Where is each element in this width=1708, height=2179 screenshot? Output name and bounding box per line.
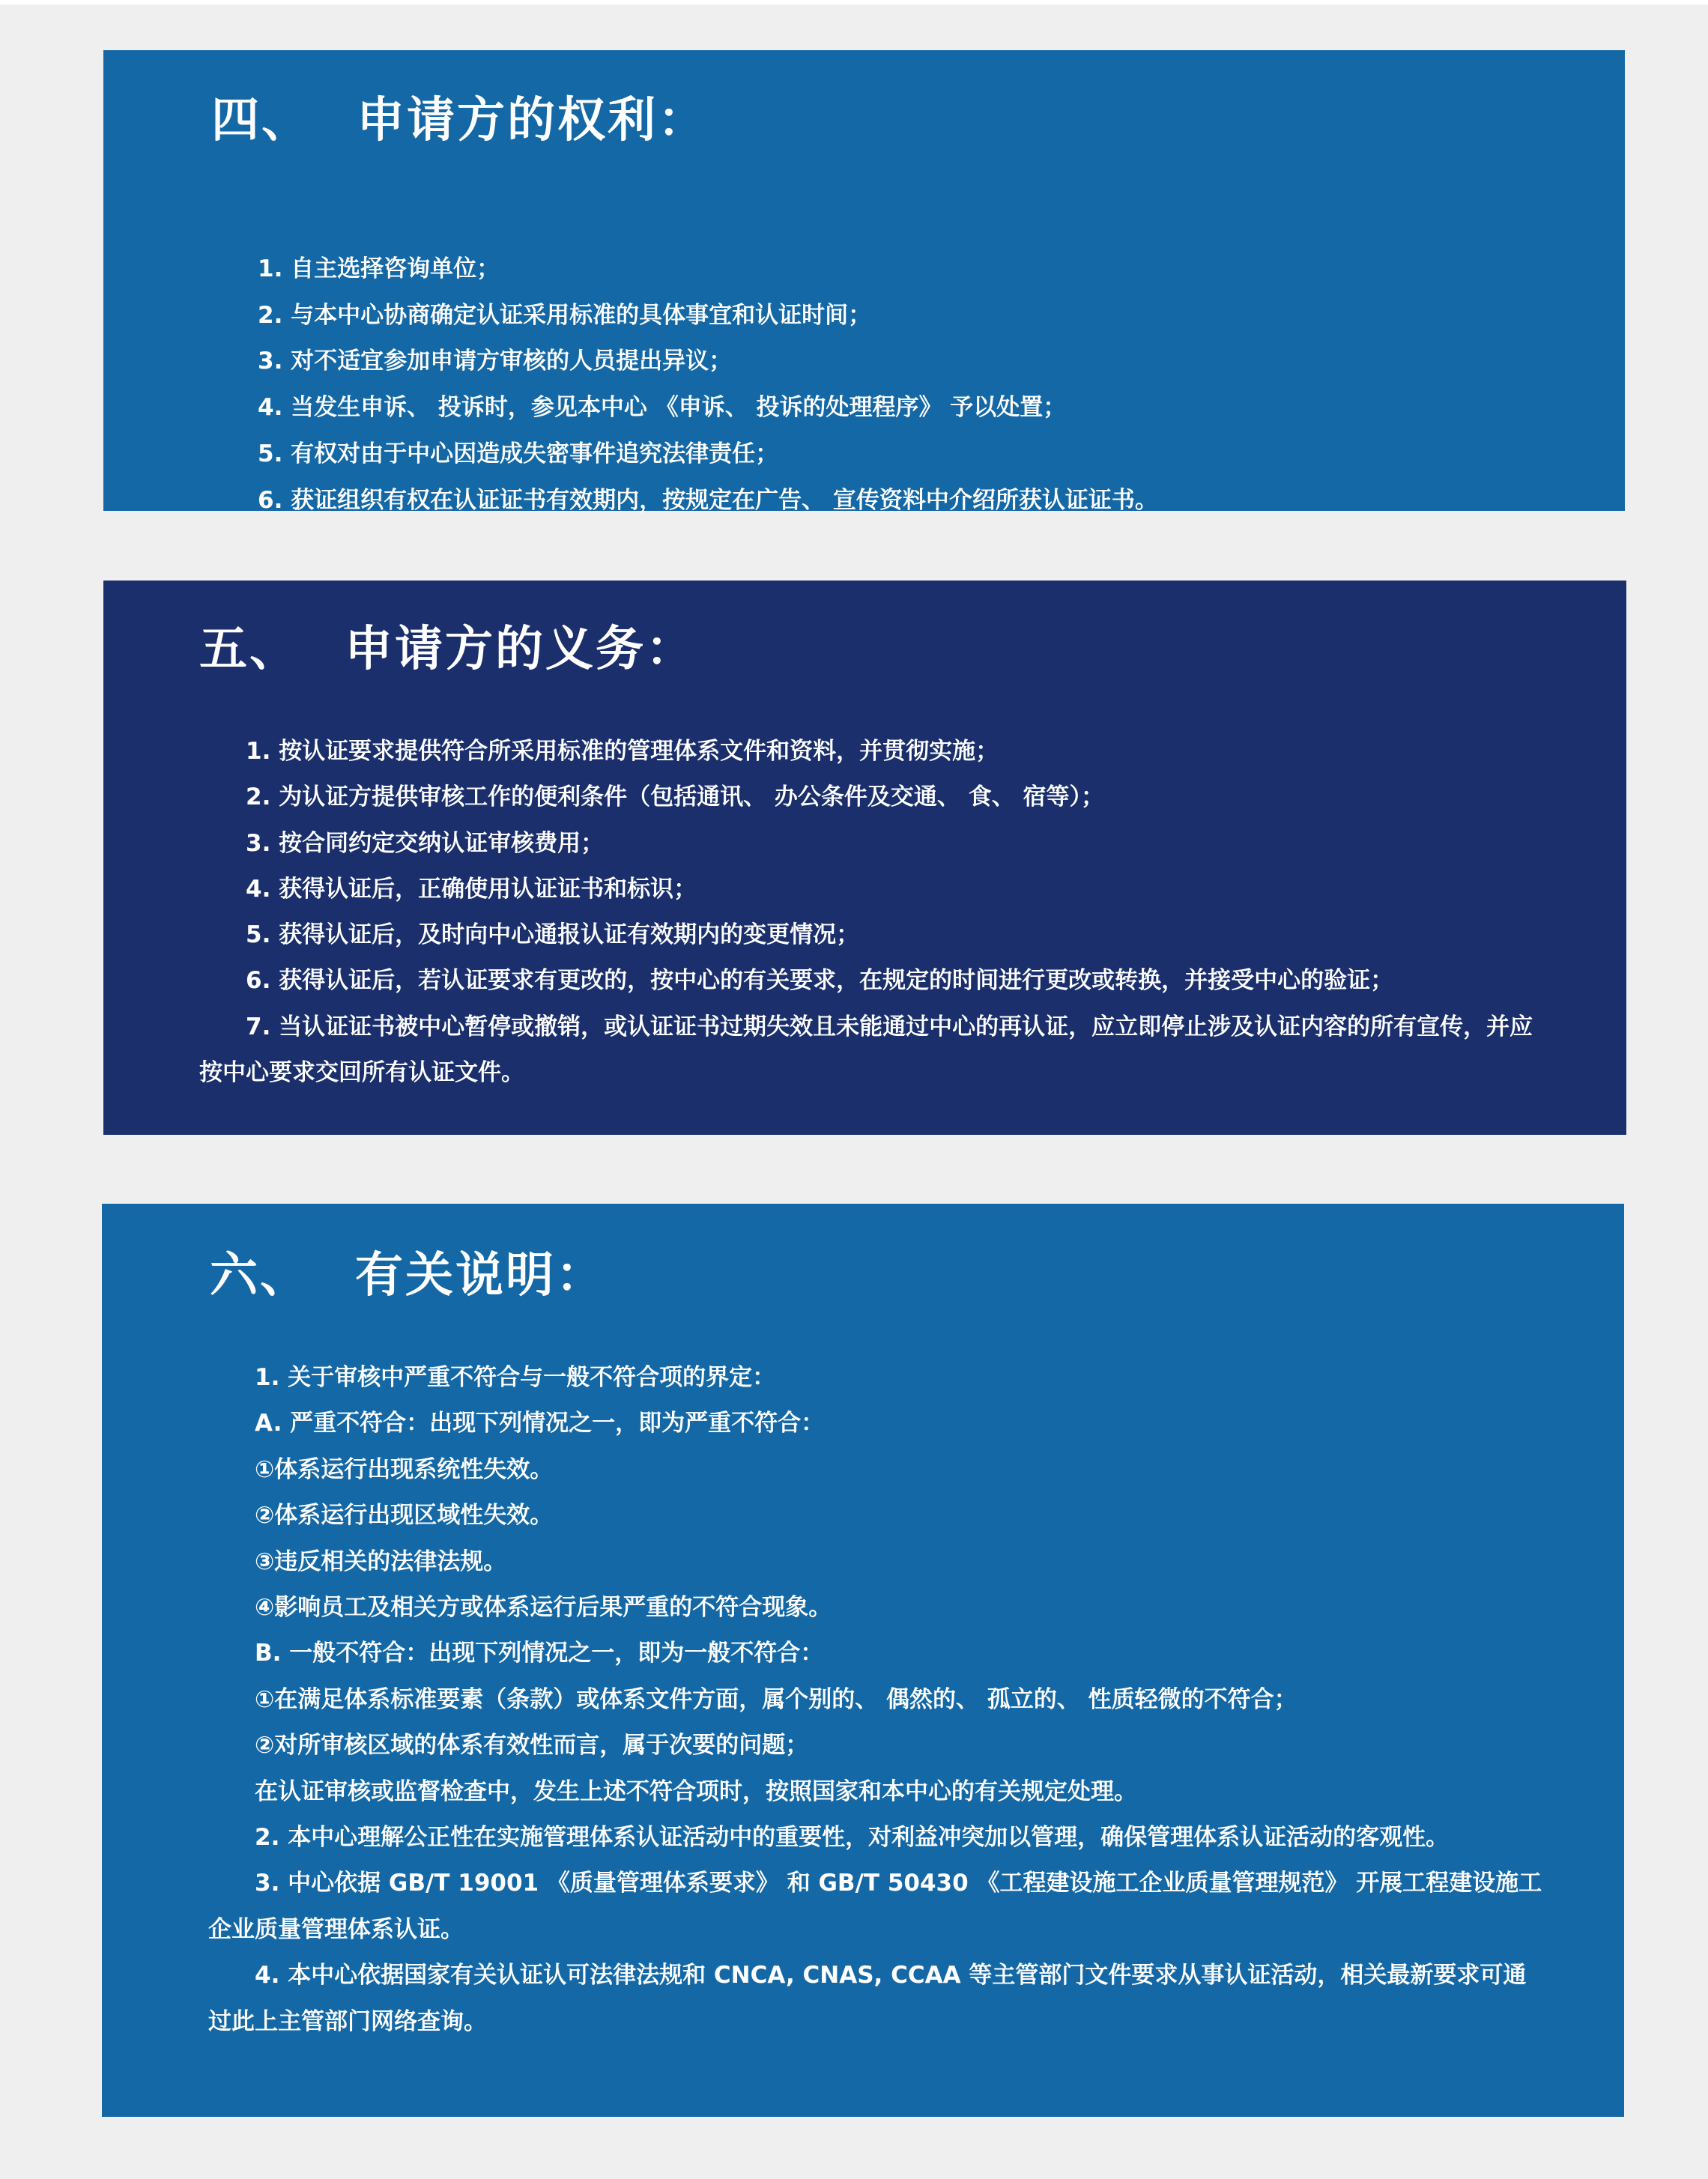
section-applicant-obligations — [103, 581, 1626, 1135]
section-title: 申请方的权利： — [357, 93, 708, 148]
list-item: 3. 对不适宜参加申请方审核的人员提出异议； — [258, 348, 733, 375]
section-heading — [211, 93, 708, 148]
section-applicant-rights — [103, 50, 1625, 514]
list-item: ①体系运行出现系统性失效。 — [255, 1455, 554, 1483]
list-item: ②体系运行出现区域性失效。 — [255, 1502, 554, 1530]
list-item: 2. 为认证方提供审核工作的便利条件（包括通讯、 办公条件及交通、 食、 宿等）； — [246, 784, 1105, 811]
list-item: 6. 获证组织有权在认证证书有效期内，按规定在广告、 宣传资料中介绍所获认证证书。 — [258, 486, 1158, 514]
list-item: 5. 获得认证后，及时向中心通报认证有效期内的变更情况； — [246, 921, 860, 949]
top-strip — [0, 0, 1708, 4]
list-item: 1. 按认证要求提供符合所采用标准的管理体系文件和资料，并贯彻实施； — [246, 738, 999, 765]
section-number: 四、 — [211, 93, 312, 148]
list-item: 7. 当认证证书被中心暂停或撤销，或认证证书过期失效且未能通过中心的再认证，应立即停止涉及认证内容的所有宣传，并应按中心要求交回所有认证文件。 — [199, 1013, 1533, 1087]
rights-list — [258, 246, 1576, 524]
list-item: 在认证审核或监督检查中，发生上述不符合项时，按照国家和本中心的有关规定处理。 — [255, 1778, 1137, 1805]
section-number: 五、 — [199, 622, 300, 677]
section-notes — [102, 1204, 1624, 2117]
list-item: 1. 关于审核中严重不符合与一般不符合项的界定： — [255, 1364, 776, 1391]
list-item: ①在满足体系标准要素（条款）或体系文件方面，属个别的、 偶然的、 孤立的、 性质轻微的不符合； — [255, 1685, 1297, 1713]
list-item: 2. 与本中心协商确定认证采用标准的具体事宜和认证时间； — [258, 301, 872, 329]
list-item: 4. 获得认证后，正确使用认证证书和标识； — [246, 875, 697, 903]
list-item: 3. 按合同约定交纳认证审核费用； — [246, 829, 605, 857]
notes-list — [208, 1355, 1549, 2045]
section-heading — [199, 622, 696, 677]
list-item: A. 严重不符合：出现下列情况之一，即为严重不符合： — [255, 1410, 825, 1437]
list-item: 4. 本中心依据国家有关认证认可法律法规和 CNCA, CNAS, CCAA 等主管部门文件要求从事认证活动，相关最新要求可通过此上主管部门网络查询。 — [208, 1962, 1527, 2035]
list-item: 5. 有权对由于中心因造成失密事件追究法律责任； — [258, 440, 779, 467]
list-item: ③违反相关的法律法规。 — [255, 1548, 507, 1575]
section-heading — [210, 1248, 606, 1303]
list-item: 4. 当发生申诉、 投诉时，参见本中心 《申诉、 投诉的处理程序》 予以处置； — [258, 394, 1067, 422]
list-item: 6. 获得认证后，若认证要求有更改的，按中心的有关要求，在规定的时间进行更改或转换，并接受中心的验证； — [246, 967, 1394, 995]
list-item: 3. 中心依据 GB/T 19001 《质量管理体系要求》 和 GB/T 50430 《工程建设施工企业质量管理规范》 开展工程建设施工企业质量管理体系认证。 — [208, 1870, 1542, 1943]
section-title: 申请方的义务： — [345, 622, 696, 677]
list-item: ④影响员工及相关方或体系运行后果严重的不符合现象。 — [255, 1594, 832, 1622]
section-title: 有关说明： — [355, 1248, 606, 1303]
list-item: 2. 本中心理解公正性在实施管理体系认证活动中的重要性，对利益冲突加以管理，确保管理体系认证活动的客观性。 — [255, 1824, 1450, 1852]
list-item: ②对所审核区域的体系有效性而言，属于次要的问题； — [255, 1732, 809, 1760]
section-number: 六、 — [210, 1248, 310, 1303]
list-item: 1. 自主选择咨询单位； — [258, 255, 500, 282]
obligations-list — [199, 729, 1540, 1096]
list-item: B. 一般不符合：出现下列情况之一，即为一般不符合： — [255, 1640, 824, 1667]
